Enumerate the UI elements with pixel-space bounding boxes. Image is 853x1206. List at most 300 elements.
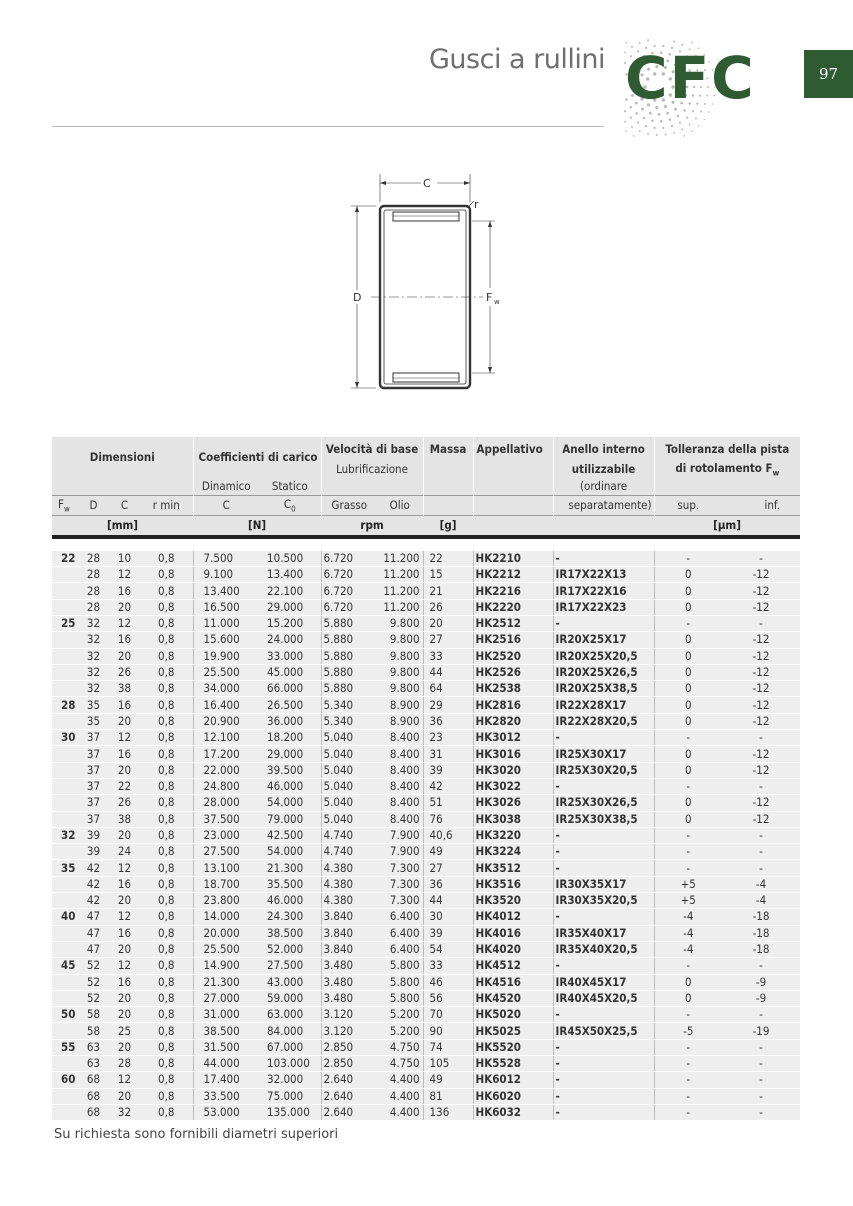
cell-inf: -18	[722, 941, 800, 957]
cell-d: 37	[78, 778, 109, 794]
cell-d: 52	[78, 974, 109, 990]
cell-d: 37	[78, 762, 109, 778]
cell-d: 63	[78, 1039, 109, 1055]
cell-c: 20	[109, 941, 140, 957]
cell-d: 28	[78, 599, 109, 615]
hdr-massa: Massa	[429, 442, 467, 456]
cell-sup: 0	[654, 713, 722, 729]
label-r: r	[474, 198, 479, 211]
cell-ol: 8.400	[377, 746, 423, 762]
cell-inf: -12	[722, 664, 800, 680]
cell-fw	[52, 941, 78, 957]
logo-dot	[660, 120, 663, 123]
cell-ring: IR30X35X17	[553, 876, 654, 892]
cell-mass: 136	[423, 1104, 473, 1120]
cell-app: HK2220	[473, 599, 553, 615]
table-row	[52, 599, 800, 615]
cell-r: 0,8	[140, 762, 193, 778]
cell-r: 0,8	[140, 958, 193, 974]
cell-inf: -18	[722, 909, 800, 925]
logo-dot	[633, 135, 635, 137]
cell-fw	[52, 713, 78, 729]
cell-c: 12	[109, 1072, 140, 1088]
logo-dot	[654, 127, 656, 129]
cell-r: 0,8	[140, 909, 193, 925]
cell-sup: 0	[654, 990, 722, 1006]
cell-ol: 7.300	[377, 893, 423, 909]
cell-app: HK6032	[473, 1104, 553, 1120]
cell-sta: 38.500	[259, 925, 321, 941]
logo-dot	[677, 115, 680, 118]
cfc-logo-graphic	[617, 32, 797, 142]
cell-gr: 6.720	[321, 583, 377, 599]
cell-fw	[52, 778, 78, 794]
cell-d: 37	[78, 795, 109, 811]
cell-r: 0,8	[140, 1023, 193, 1039]
cell-fw	[52, 925, 78, 941]
cell-gr: 4.740	[321, 844, 377, 860]
hdr-dimensioni: Dimensioni	[89, 450, 155, 465]
cell-ol: 8.400	[377, 730, 423, 746]
cell-ol: 11.200	[377, 551, 423, 567]
cell-ol: 9.800	[377, 632, 423, 648]
table-row	[52, 632, 800, 648]
table-row	[52, 1056, 800, 1072]
table-row	[52, 925, 800, 941]
cell-sta: 59.000	[259, 990, 321, 1006]
cell-sta: 10.500	[259, 551, 321, 567]
cell-fw: 45	[52, 958, 78, 974]
cell-inf: -12	[722, 713, 800, 729]
cell-inf: -12	[722, 681, 800, 697]
logo-dot	[662, 127, 664, 129]
cell-gr: 5.880	[321, 681, 377, 697]
cell-mass: 30	[423, 909, 473, 925]
cell-dyn: 7.500	[193, 551, 259, 567]
sub-fw-sub: w	[63, 504, 70, 514]
table-row	[52, 941, 800, 957]
cell-c: 24	[109, 844, 140, 860]
footnote: Su richiesta sono fornibili diametri superiori	[54, 1127, 339, 1142]
logo-dot	[647, 133, 649, 135]
cell-inf: -	[722, 615, 800, 631]
cell-inf: -	[722, 827, 800, 843]
cell-r: 0,8	[140, 1072, 193, 1088]
cell-r: 0,8	[140, 615, 193, 631]
cell-ring: IR40X45X20,5	[553, 990, 654, 1006]
cell-sta: 29.000	[259, 599, 321, 615]
table-row	[52, 827, 800, 843]
cell-sta: 79.000	[259, 811, 321, 827]
cell-d: 68	[78, 1104, 109, 1120]
cell-inf: -12	[722, 567, 800, 583]
cell-fw	[52, 599, 78, 615]
cell-app: HK3016	[473, 746, 553, 762]
cell-gr: 2.850	[321, 1039, 377, 1055]
cell-sup: -	[654, 778, 722, 794]
cell-fw	[52, 876, 78, 892]
cell-ol: 5.800	[377, 974, 423, 990]
cell-inf: -	[722, 1039, 800, 1055]
logo-dot	[666, 112, 669, 115]
cell-app: HK2816	[473, 697, 553, 713]
cell-c: 16	[109, 876, 140, 892]
cell-r: 0,8	[140, 778, 193, 794]
cell-dyn: 21.300	[193, 974, 259, 990]
cell-c: 16	[109, 632, 140, 648]
table-row	[52, 778, 800, 794]
table-row	[52, 746, 800, 762]
bearing-drawing	[343, 168, 513, 398]
cell-ring: -	[553, 730, 654, 746]
table-row	[52, 909, 800, 925]
cell-mass: 76	[423, 811, 473, 827]
cell-c: 20	[109, 599, 140, 615]
cell-mass: 36	[423, 713, 473, 729]
cell-fw	[52, 844, 78, 860]
cell-ol: 5.200	[377, 1007, 423, 1023]
cell-dyn: 31.000	[193, 1007, 259, 1023]
sub-c0: C	[283, 497, 292, 512]
cell-app: HK4016	[473, 925, 553, 941]
cell-fw: 40	[52, 909, 78, 925]
cell-ring: IR35X40X17	[553, 925, 654, 941]
cell-c: 25	[109, 1023, 140, 1039]
logo-dot	[669, 118, 672, 121]
cell-mass: 46	[423, 974, 473, 990]
cell-mass: 74	[423, 1039, 473, 1055]
cell-app: HK2512	[473, 615, 553, 631]
cell-mass: 26	[423, 599, 473, 615]
cell-c: 12	[109, 860, 140, 876]
cell-sta: 52.000	[259, 941, 321, 957]
cell-sup: 0	[654, 681, 722, 697]
cell-app: HK6012	[473, 1072, 553, 1088]
cell-ol: 8.400	[377, 762, 423, 778]
cell-r: 0,8	[140, 827, 193, 843]
cell-dyn: 38.500	[193, 1023, 259, 1039]
logo-dot	[651, 119, 654, 122]
sub-olio: Olio	[389, 498, 410, 513]
cell-r: 0,8	[140, 893, 193, 909]
cell-d: 47	[78, 941, 109, 957]
cell-app: HK5025	[473, 1023, 553, 1039]
cell-sup: -4	[654, 925, 722, 941]
cell-c: 28	[109, 1056, 140, 1072]
cell-gr: 2.640	[321, 1088, 377, 1104]
cell-c: 16	[109, 925, 140, 941]
cell-app: HK3520	[473, 893, 553, 909]
cell-c: 38	[109, 681, 140, 697]
page-number-badge: 97	[804, 50, 853, 98]
cell-sup: -4	[654, 909, 722, 925]
cell-d: 37	[78, 811, 109, 827]
cell-app: HK3026	[473, 795, 553, 811]
cell-app: HK2210	[473, 551, 553, 567]
label-c: C	[423, 177, 431, 190]
logo-dot	[658, 113, 661, 116]
cell-sta: 39.500	[259, 762, 321, 778]
cell-ol: 8.900	[377, 713, 423, 729]
logo-dot	[673, 132, 675, 134]
cell-dyn: 12.100	[193, 730, 259, 746]
cell-sta: 46.000	[259, 778, 321, 794]
cell-fw	[52, 990, 78, 1006]
cell-mass: 70	[423, 1007, 473, 1023]
cell-sup: 0	[654, 697, 722, 713]
logo-dot	[630, 117, 632, 119]
table-row	[52, 811, 800, 827]
cell-mass: 33	[423, 648, 473, 664]
cell-ol: 6.400	[377, 941, 423, 957]
cell-inf: -	[722, 778, 800, 794]
cell-d: 42	[78, 876, 109, 892]
cell-c: 12	[109, 958, 140, 974]
logo-dot	[689, 124, 691, 126]
logo-dot	[665, 134, 667, 136]
cell-sta: 15.200	[259, 615, 321, 631]
cell-dyn: 18.700	[193, 876, 259, 892]
cell-app: HK2538	[473, 681, 553, 697]
cell-ring: -	[553, 615, 654, 631]
logo-dot	[673, 40, 675, 42]
cell-r: 0,8	[140, 974, 193, 990]
cell-d: 58	[78, 1007, 109, 1023]
cell-ring: -	[553, 827, 654, 843]
cell-dyn: 17.200	[193, 746, 259, 762]
hdr-tolleranza-1: Tolleranza della pista	[665, 442, 790, 456]
cell-ring: IR25X30X38,5	[553, 811, 654, 827]
cell-sup: 0	[654, 746, 722, 762]
sub-c-dyn: C	[222, 498, 230, 513]
cell-d: 35	[78, 713, 109, 729]
cell-sta: 26.500	[259, 697, 321, 713]
cell-sta: 54.000	[259, 795, 321, 811]
cell-inf: -	[722, 1056, 800, 1072]
cell-sta: 54.000	[259, 844, 321, 860]
table-row	[52, 1023, 800, 1039]
cell-gr: 5.340	[321, 713, 377, 729]
cell-app: HK3012	[473, 730, 553, 746]
cell-inf: -	[722, 958, 800, 974]
cell-dyn: 34.000	[193, 681, 259, 697]
cell-app: HK2212	[473, 567, 553, 583]
cell-sup: -	[654, 1007, 722, 1023]
cell-sup: 0	[654, 974, 722, 990]
table-row	[52, 1072, 800, 1088]
cell-fw	[52, 762, 78, 778]
cell-inf: -12	[722, 648, 800, 664]
cell-sup: -	[654, 1056, 722, 1072]
cell-ring: IR22X28X17	[553, 697, 654, 713]
cell-fw: 22	[52, 551, 78, 567]
cell-gr: 3.480	[321, 990, 377, 1006]
table-row	[52, 730, 800, 746]
cell-inf: -12	[722, 599, 800, 615]
cell-c: 16	[109, 697, 140, 713]
cell-c: 26	[109, 664, 140, 680]
table-row	[52, 974, 800, 990]
cell-r: 0,8	[140, 730, 193, 746]
table-row	[52, 1039, 800, 1055]
hdr-anello-3: (ordinare	[579, 479, 628, 494]
cell-c: 20	[109, 713, 140, 729]
cell-fw	[52, 974, 78, 990]
cell-fw	[52, 632, 78, 648]
cell-gr: 3.840	[321, 925, 377, 941]
logo-dot	[681, 128, 683, 130]
cell-app: HK4516	[473, 974, 553, 990]
table-row	[52, 844, 800, 860]
cell-sta: 135.000	[259, 1104, 321, 1120]
logo-dot	[698, 125, 700, 127]
page-title: Gusci a rullini	[429, 44, 605, 75]
cell-inf: -12	[722, 795, 800, 811]
cell-fw: 60	[52, 1072, 78, 1088]
cell-ring: IR40X45X17	[553, 974, 654, 990]
cell-inf: -	[722, 1007, 800, 1023]
cell-sta: 33.000	[259, 648, 321, 664]
cell-sta: 43.000	[259, 974, 321, 990]
cell-ring: -	[553, 1088, 654, 1104]
cell-inf: -12	[722, 762, 800, 778]
table-row	[52, 1007, 800, 1023]
unit-rpm: rpm	[321, 515, 423, 535]
cell-dyn: 25.500	[193, 941, 259, 957]
cell-sta: 24.300	[259, 909, 321, 925]
label-fw-sub: w	[494, 298, 500, 306]
cfc-logo	[617, 32, 797, 142]
cell-gr: 6.720	[321, 551, 377, 567]
cell-d: 63	[78, 1056, 109, 1072]
cell-fw	[52, 648, 78, 664]
cell-sta: 32.000	[259, 1072, 321, 1088]
cell-gr: 2.640	[321, 1072, 377, 1088]
cell-inf: -12	[722, 811, 800, 827]
table-row	[52, 893, 800, 909]
cell-c: 20	[109, 893, 140, 909]
cell-sta: 29.000	[259, 746, 321, 762]
cell-dyn: 24.800	[193, 778, 259, 794]
cell-fw: 25	[52, 615, 78, 631]
cell-ring: -	[553, 1104, 654, 1120]
cell-dyn: 28.000	[193, 795, 259, 811]
table-row	[52, 583, 800, 599]
sub-grasso: Grasso	[331, 498, 368, 513]
cell-sta: 103.000	[259, 1056, 321, 1072]
cell-d: 39	[78, 827, 109, 843]
cell-c: 20	[109, 1007, 140, 1023]
cell-r: 0,8	[140, 876, 193, 892]
logo-dot	[656, 134, 658, 136]
label-d: D	[353, 291, 362, 304]
cell-gr: 3.480	[321, 974, 377, 990]
cell-r: 0,8	[140, 1088, 193, 1104]
cell-gr: 3.480	[321, 958, 377, 974]
cell-ring: IR45X50X25,5	[553, 1023, 654, 1039]
cell-ol: 9.800	[377, 664, 423, 680]
cell-dyn: 16.400	[193, 697, 259, 713]
cell-app: HK2820	[473, 713, 553, 729]
cell-gr: 3.840	[321, 941, 377, 957]
cell-app: HK3038	[473, 811, 553, 827]
logo-dot	[631, 126, 633, 128]
cell-mass: 27	[423, 632, 473, 648]
cell-mass: 44	[423, 664, 473, 680]
cell-sta: 24.000	[259, 632, 321, 648]
cell-mass: 23	[423, 730, 473, 746]
cell-sup: -	[654, 958, 722, 974]
cell-inf: -19	[722, 1023, 800, 1039]
cell-r: 0,8	[140, 583, 193, 599]
logo-dot	[684, 135, 686, 137]
cell-dyn: 20.900	[193, 713, 259, 729]
cell-ol: 11.200	[377, 599, 423, 615]
cell-c: 16	[109, 583, 140, 599]
cell-ol: 6.400	[377, 909, 423, 925]
cell-app: HK4020	[473, 941, 553, 957]
cell-gr: 5.040	[321, 730, 377, 746]
table-row	[52, 648, 800, 664]
cell-d: 52	[78, 958, 109, 974]
cell-dyn: 37.500	[193, 811, 259, 827]
cell-gr: 3.840	[321, 909, 377, 925]
cell-d: 32	[78, 615, 109, 631]
hdr-velocita: Velocità di base	[325, 442, 419, 456]
cell-mass: 42	[423, 778, 473, 794]
cell-mass: 36	[423, 876, 473, 892]
cell-inf: -9	[722, 974, 800, 990]
cell-app: HK2520	[473, 648, 553, 664]
cell-sta: 35.500	[259, 876, 321, 892]
cell-d: 28	[78, 567, 109, 583]
cell-dyn: 53.000	[193, 1104, 259, 1120]
cell-ring: -	[553, 844, 654, 860]
sub-fw: F	[58, 497, 64, 512]
cell-d: 42	[78, 893, 109, 909]
cell-ring: -	[553, 1056, 654, 1072]
cell-sta: 67.000	[259, 1039, 321, 1055]
cell-fw	[52, 583, 78, 599]
hdr-tolleranza-2: di rotolamento F	[675, 461, 773, 475]
cell-ring: -	[553, 1072, 654, 1088]
cell-d: 58	[78, 1023, 109, 1039]
cell-app: HK4520	[473, 990, 553, 1006]
cell-sup: 0	[654, 567, 722, 583]
cell-app: HK3022	[473, 778, 553, 794]
cell-sup: 0	[654, 664, 722, 680]
cell-d: 68	[78, 1072, 109, 1088]
sub-d: D	[89, 498, 98, 513]
cell-ol: 7.900	[377, 827, 423, 843]
cell-d: 47	[78, 909, 109, 925]
cell-mass: 39	[423, 762, 473, 778]
cell-dyn: 17.400	[193, 1072, 259, 1088]
cell-dyn: 9.100	[193, 567, 259, 583]
cell-sup: -	[654, 1072, 722, 1088]
table-row	[52, 795, 800, 811]
cell-sup: -4	[654, 941, 722, 957]
cell-ol: 8.400	[377, 811, 423, 827]
cell-fw	[52, 893, 78, 909]
logo-dot	[679, 122, 681, 124]
hdr-appellativo: Appellativo	[476, 442, 543, 456]
cell-dyn: 13.100	[193, 860, 259, 876]
table-row	[52, 762, 800, 778]
cell-ol: 4.400	[377, 1104, 423, 1120]
title-divider	[52, 126, 604, 127]
cell-ol: 11.200	[377, 567, 423, 583]
